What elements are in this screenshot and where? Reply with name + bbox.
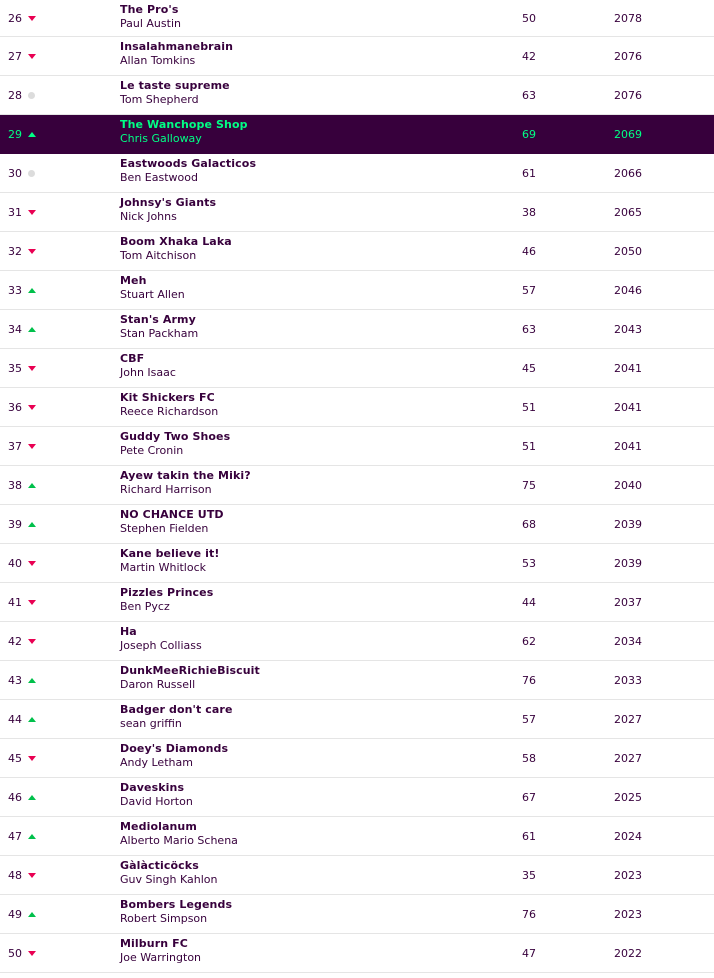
- team-name-link[interactable]: Milburn FC: [120, 937, 188, 950]
- total-points: 2024: [614, 829, 642, 843]
- team-name-link[interactable]: Ayew takin the Miki?: [120, 469, 251, 482]
- rank-down-icon: [28, 639, 36, 644]
- gameweek-points: 76: [522, 907, 536, 921]
- total-points: 2041: [614, 361, 642, 375]
- rank-number: 27: [8, 49, 22, 63]
- total-points: 2041: [614, 400, 642, 414]
- gameweek-points: 63: [522, 322, 536, 336]
- gameweek-points: 38: [522, 205, 536, 219]
- total-points: 2039: [614, 556, 642, 570]
- rank-cell: [8, 37, 36, 75]
- table-row[interactable]: [0, 778, 714, 817]
- team-name-link[interactable]: Meh: [120, 274, 147, 287]
- total-points: 2066: [614, 166, 642, 180]
- rank-same-icon: [28, 92, 35, 99]
- gameweek-points: 50: [522, 11, 536, 25]
- manager-name: Richard Harrison: [120, 483, 212, 496]
- rank-number: 28: [8, 88, 22, 102]
- table-row[interactable]: [0, 661, 714, 700]
- gameweek-points: 61: [522, 829, 536, 843]
- rank-up-icon: [28, 327, 36, 332]
- total-points: 2039: [614, 517, 642, 531]
- manager-name: Joe Warrington: [120, 951, 202, 964]
- gameweek-points: 76: [522, 673, 536, 687]
- total-points: 2037: [614, 595, 642, 609]
- table-row[interactable]: [0, 895, 714, 934]
- rank-number: 49: [8, 907, 22, 921]
- manager-name: Stan Packham: [120, 327, 199, 340]
- table-row[interactable]: [0, 622, 714, 661]
- team-name-link[interactable]: CBF: [120, 352, 145, 365]
- team-name-link[interactable]: Mediolanum: [120, 820, 197, 833]
- team-name-link[interactable]: Ha: [120, 625, 137, 638]
- rank-cell: [8, 466, 36, 504]
- team-name-link[interactable]: Guddy Two Shoes: [120, 430, 231, 443]
- rank-up-icon: [28, 288, 36, 293]
- gameweek-points: 57: [522, 712, 536, 726]
- rank-up-icon: [28, 132, 36, 137]
- table-row[interactable]: [0, 739, 714, 778]
- team-name-link[interactable]: Eastwoods Galacticos: [120, 157, 257, 170]
- manager-name: Chris Galloway: [120, 132, 202, 145]
- rank-down-icon: [28, 951, 36, 956]
- gameweek-points: 63: [522, 88, 536, 102]
- rank-number: 37: [8, 439, 22, 453]
- rank-cell: [8, 349, 36, 387]
- table-row[interactable]: [0, 505, 714, 544]
- rank-cell: [8, 232, 36, 270]
- manager-name: Tom Shepherd: [120, 93, 199, 106]
- gameweek-points: 57: [522, 283, 536, 297]
- table-row[interactable]: [0, 544, 714, 583]
- rank-up-icon: [28, 483, 36, 488]
- table-row[interactable]: [0, 0, 714, 37]
- team-name-link[interactable]: Stan's Army: [120, 313, 196, 326]
- team-name-link[interactable]: The Wanchope Shop: [120, 118, 248, 131]
- table-row[interactable]: [0, 193, 714, 232]
- total-points: 2065: [614, 205, 642, 219]
- rank-down-icon: [28, 249, 36, 254]
- rank-number: 35: [8, 361, 22, 375]
- rank-cell: [8, 661, 36, 699]
- team-name-link[interactable]: Daveskins: [120, 781, 185, 794]
- rank-cell: [8, 310, 36, 348]
- total-points: 2023: [614, 868, 642, 882]
- gameweek-points: 45: [522, 361, 536, 375]
- gameweek-points: 61: [522, 166, 536, 180]
- rank-number: 48: [8, 868, 22, 882]
- gameweek-points: 62: [522, 634, 536, 648]
- rank-number: 46: [8, 790, 22, 804]
- table-row[interactable]: [0, 388, 714, 427]
- rank-cell: [8, 934, 36, 972]
- table-row[interactable]: [0, 583, 714, 622]
- total-points: 2023: [614, 907, 642, 921]
- gameweek-points: 67: [522, 790, 536, 804]
- rank-up-icon: [28, 795, 36, 800]
- gameweek-points: 35: [522, 868, 536, 882]
- rank-number: 29: [8, 127, 22, 141]
- manager-name: Guv Singh Kahlon: [120, 873, 218, 886]
- team-name-link[interactable]: NO CHANCE UTD: [120, 508, 224, 521]
- table-row[interactable]: [0, 349, 714, 388]
- rank-down-icon: [28, 444, 36, 449]
- rank-down-icon: [28, 405, 36, 410]
- table-row[interactable]: [0, 232, 714, 271]
- table-row[interactable]: [0, 934, 714, 973]
- rank-cell: [8, 427, 36, 465]
- rank-cell: [8, 544, 36, 582]
- rank-cell: [8, 739, 36, 777]
- team-name-link[interactable]: Kane believe it!: [120, 547, 220, 560]
- manager-name: Andy Letham: [120, 756, 193, 769]
- rank-number: 47: [8, 829, 22, 843]
- rank-number: 41: [8, 595, 22, 609]
- total-points: 2022: [614, 946, 642, 960]
- manager-name: Stephen Fielden: [120, 522, 209, 535]
- total-points: 2034: [614, 634, 642, 648]
- rank-number: 44: [8, 712, 22, 726]
- gameweek-points: 47: [522, 946, 536, 960]
- rank-cell: [8, 154, 35, 192]
- rank-down-icon: [28, 756, 36, 761]
- total-points: 2025: [614, 790, 642, 804]
- total-points: 2040: [614, 478, 642, 492]
- team-name-link[interactable]: Johnsy's Giants: [120, 196, 217, 209]
- rank-cell: [8, 505, 36, 543]
- rank-cell: [8, 583, 36, 621]
- total-points: 2078: [614, 11, 642, 25]
- rank-cell: [8, 778, 36, 816]
- manager-name: Allan Tomkins: [120, 54, 196, 67]
- manager-name: John Isaac: [120, 366, 176, 379]
- manager-name: David Horton: [120, 795, 193, 808]
- rank-cell: [8, 895, 36, 933]
- rank-number: 50: [8, 946, 22, 960]
- total-points: 2069: [614, 127, 642, 141]
- rank-cell: [8, 817, 36, 855]
- table-row[interactable]: [0, 856, 714, 895]
- rank-cell: [8, 115, 36, 153]
- table-row[interactable]: [0, 817, 714, 856]
- gameweek-points: 46: [522, 244, 536, 258]
- gameweek-points: 53: [522, 556, 536, 570]
- manager-name: Paul Austin: [120, 17, 181, 30]
- table-row[interactable]: [0, 115, 714, 154]
- manager-name: Daron Russell: [120, 678, 196, 691]
- rank-down-icon: [28, 54, 36, 59]
- manager-name: Ben Eastwood: [120, 171, 198, 184]
- gameweek-points: 75: [522, 478, 536, 492]
- total-points: 2050: [614, 244, 642, 258]
- rank-up-icon: [28, 522, 36, 527]
- rank-cell: [8, 193, 36, 231]
- rank-number: 39: [8, 517, 22, 531]
- table-row[interactable]: [0, 310, 714, 349]
- rank-down-icon: [28, 600, 36, 605]
- total-points: 2043: [614, 322, 642, 336]
- rank-number: 31: [8, 205, 22, 219]
- rank-number: 36: [8, 400, 22, 414]
- rank-up-icon: [28, 717, 36, 722]
- total-points: 2076: [614, 49, 642, 63]
- rank-cell: [8, 271, 36, 309]
- table-row[interactable]: [0, 271, 714, 310]
- rank-up-icon: [28, 678, 36, 683]
- team-name-link[interactable]: Insalahmanebrain: [120, 40, 234, 53]
- rank-number: 42: [8, 634, 22, 648]
- rank-same-icon: [28, 170, 35, 177]
- rank-number: 30: [8, 166, 22, 180]
- manager-name: Pete Cronin: [120, 444, 184, 457]
- gameweek-points: 42: [522, 49, 536, 63]
- rank-number: 43: [8, 673, 22, 687]
- team-name-link[interactable]: DunkMeeRichieBiscuit: [120, 664, 260, 677]
- rank-cell: [8, 856, 36, 894]
- manager-name: Nick Johns: [120, 210, 177, 223]
- rank-number: 40: [8, 556, 22, 570]
- rank-down-icon: [28, 561, 36, 566]
- team-name-link[interactable]: Gàlàcticöcks: [120, 859, 199, 872]
- rank-number: 33: [8, 283, 22, 297]
- manager-name: Alberto Mario Schena: [120, 834, 238, 847]
- gameweek-points: 51: [522, 439, 536, 453]
- rank-down-icon: [28, 366, 36, 371]
- gameweek-points: 69: [522, 127, 536, 141]
- rank-number: 32: [8, 244, 22, 258]
- gameweek-points: 68: [522, 517, 536, 531]
- total-points: 2027: [614, 712, 642, 726]
- team-name-link[interactable]: Doey's Diamonds: [120, 742, 229, 755]
- table-row[interactable]: [0, 466, 714, 505]
- team-name-link[interactable]: Badger don't care: [120, 703, 233, 716]
- manager-name: Reece Richardson: [120, 405, 219, 418]
- rank-cell: [8, 0, 36, 36]
- table-row[interactable]: [0, 76, 714, 115]
- rank-down-icon: [28, 873, 36, 878]
- rank-number: 38: [8, 478, 22, 492]
- manager-name: Tom Aitchison: [120, 249, 197, 262]
- total-points: 2041: [614, 439, 642, 453]
- team-name-link[interactable]: Bombers Legends: [120, 898, 233, 911]
- total-points: 2033: [614, 673, 642, 687]
- manager-name: sean griffin: [120, 717, 182, 730]
- team-name-link[interactable]: Le taste supreme: [120, 79, 230, 92]
- rank-cell: [8, 76, 35, 114]
- team-name-link[interactable]: Boom Xhaka Laka: [120, 235, 232, 248]
- rank-cell: [8, 700, 36, 738]
- manager-name: Ben Pycz: [120, 600, 170, 613]
- manager-name: Martin Whitlock: [120, 561, 207, 574]
- team-name-link[interactable]: Pizzles Princes: [120, 586, 214, 599]
- gameweek-points: 58: [522, 751, 536, 765]
- table-row[interactable]: [0, 37, 714, 76]
- manager-name: Stuart Allen: [120, 288, 185, 301]
- rank-up-icon: [28, 912, 36, 917]
- table-row[interactable]: [0, 700, 714, 739]
- team-name-link[interactable]: Kit Shickers FC: [120, 391, 215, 404]
- rank-number: 26: [8, 11, 22, 25]
- gameweek-points: 51: [522, 400, 536, 414]
- table-row[interactable]: [0, 427, 714, 466]
- total-points: 2027: [614, 751, 642, 765]
- total-points: 2046: [614, 283, 642, 297]
- rank-down-icon: [28, 210, 36, 215]
- rank-number: 45: [8, 751, 22, 765]
- rank-down-icon: [28, 16, 36, 21]
- gameweek-points: 44: [522, 595, 536, 609]
- total-points: 2076: [614, 88, 642, 102]
- manager-name: Robert Simpson: [120, 912, 208, 925]
- rank-cell: [8, 388, 36, 426]
- table-row[interactable]: [0, 154, 714, 193]
- rank-up-icon: [28, 834, 36, 839]
- rank-cell: [8, 622, 36, 660]
- team-name-link[interactable]: The Pro's: [120, 3, 179, 16]
- manager-name: Joseph Colliass: [120, 639, 202, 652]
- rank-number: 34: [8, 322, 22, 336]
